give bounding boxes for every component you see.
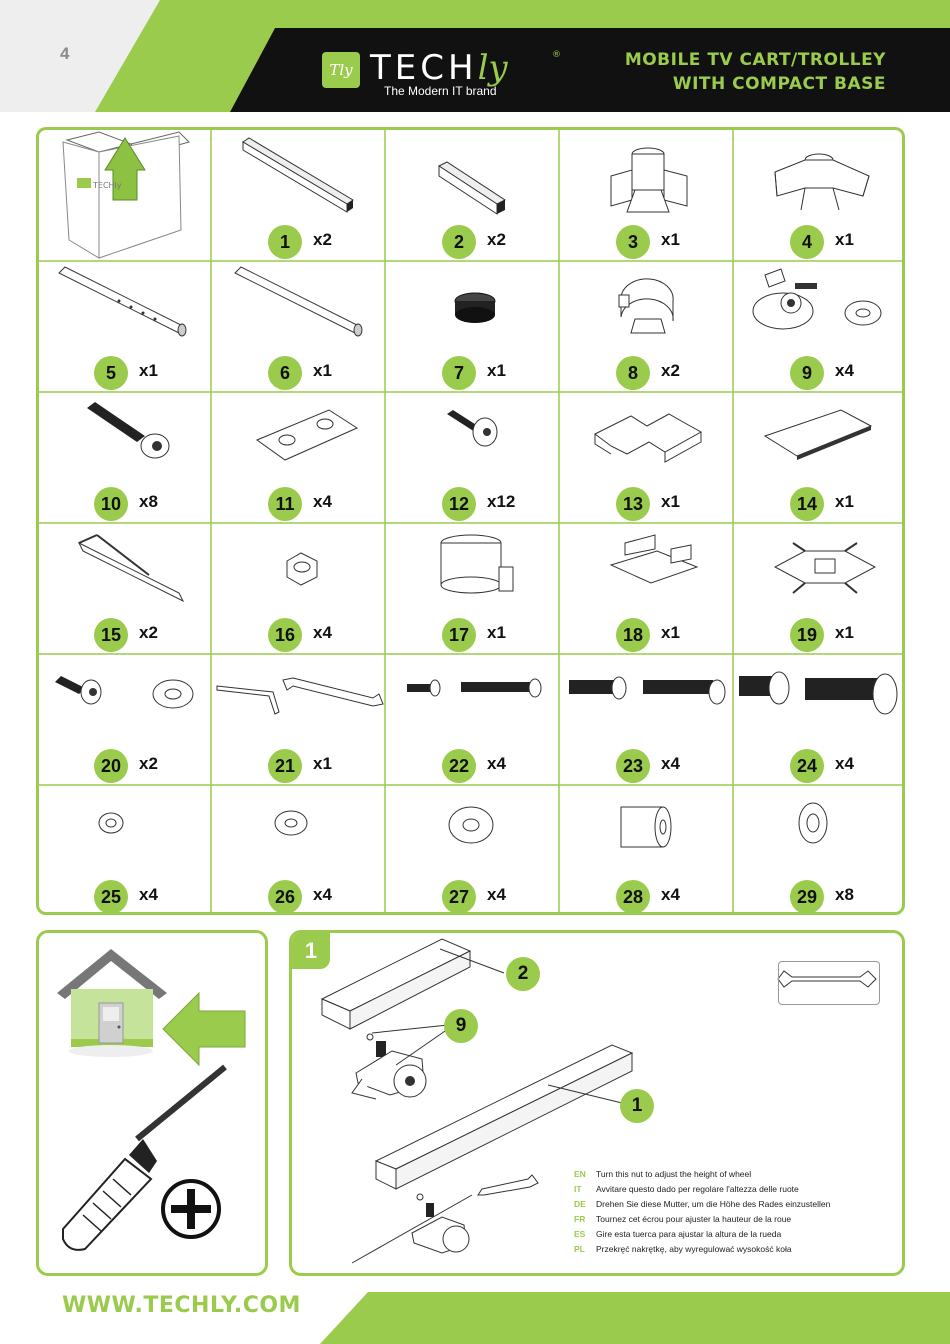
part-quantity: x4: [313, 885, 332, 904]
part-cell: [561, 523, 735, 654]
part-quantity: x2: [139, 754, 158, 773]
tools-illustration: [39, 933, 265, 1273]
website-url[interactable]: WWW.TECHLY.COM: [62, 1293, 301, 1318]
plus-sign-icon: [163, 1181, 219, 1237]
part-quantity: x4: [313, 492, 332, 511]
part-quantity: x1: [661, 623, 680, 642]
language-code: EN: [574, 1169, 586, 1179]
parts-list-grid: [36, 127, 905, 915]
instruction-row: [574, 1244, 792, 1254]
part-number: 8: [616, 356, 650, 390]
part-number: 26: [268, 880, 302, 914]
part-cell: [39, 785, 213, 915]
part-cell: [39, 523, 213, 654]
part-number: 6: [268, 356, 302, 390]
instruction-text: Avvitare questo dado per regolare l'altezza delle ruote: [596, 1184, 799, 1194]
language-code: ES: [574, 1229, 586, 1239]
part-quantity: x4: [661, 885, 680, 904]
part-cell: [213, 392, 387, 523]
part-number: 18: [616, 618, 650, 652]
part-cell: [561, 392, 735, 523]
instruction-row: [574, 1214, 791, 1224]
part-cell: [213, 654, 387, 785]
part-cell: [735, 261, 905, 392]
required-tool-box: [778, 961, 880, 1005]
manual-title-line-2: WITH COMPACT BASE: [672, 74, 886, 94]
part-quantity: x12: [487, 492, 516, 511]
indoor-house-icon: [57, 949, 167, 1057]
part-number: 21: [268, 749, 302, 783]
instruction-row: [574, 1229, 781, 1239]
language-code: PL: [574, 1244, 585, 1254]
callout-part-2: 2: [506, 957, 540, 991]
language-code: FR: [574, 1214, 586, 1224]
part-cell: [213, 261, 387, 392]
part-quantity: x1: [487, 623, 506, 642]
part-cell: [561, 130, 735, 261]
part-quantity: x4: [835, 754, 854, 773]
part-quantity: x1: [835, 623, 854, 642]
part-number: 4: [790, 225, 824, 259]
part-number: 14: [790, 487, 824, 521]
step-number-badge: 1: [292, 933, 330, 969]
part-cell: [735, 130, 905, 261]
part-quantity: x2: [139, 623, 158, 642]
part-number: 24: [790, 749, 824, 783]
part-quantity: x4: [139, 885, 158, 904]
part-quantity: x8: [139, 492, 158, 511]
part-quantity: x1: [835, 230, 854, 249]
brand-logo: [370, 48, 508, 88]
registered-mark: ®: [552, 50, 561, 60]
part-number: 23: [616, 749, 650, 783]
instruction-text: Przekręć nakrętkę, aby wyregulować wysokość koła: [596, 1244, 792, 1254]
part-cell: [561, 654, 735, 785]
part-quantity: x4: [835, 361, 854, 380]
part-quantity: x2: [487, 230, 506, 249]
footer-band: [320, 1292, 950, 1344]
part-cell: [213, 130, 387, 261]
part-number: 2: [442, 225, 476, 259]
brand-name-main: TECH: [370, 48, 478, 88]
instruction-text: Drehen Sie diese Mutter, um die Höhe des Rades einzustellen: [596, 1199, 831, 1209]
part-quantity: x1: [313, 754, 332, 773]
part-quantity: x2: [313, 230, 332, 249]
part-quantity: x1: [835, 492, 854, 511]
part-cell: [561, 785, 735, 915]
part-number: 10: [94, 487, 128, 521]
part-cell: [387, 785, 561, 915]
part-number: 15: [94, 618, 128, 652]
brand-logo-mark: Tly: [322, 52, 360, 88]
part-cell: [387, 654, 561, 785]
part-number: 3: [616, 225, 650, 259]
part-quantity: x1: [313, 361, 332, 380]
part-cell: [387, 261, 561, 392]
part-number: 16: [268, 618, 302, 652]
assembly-step-panel: [289, 930, 905, 1276]
part-cell: [39, 261, 213, 392]
part-cell: [735, 523, 905, 654]
part-number: 19: [790, 618, 824, 652]
part-quantity: x4: [313, 623, 332, 642]
part-number: 1: [268, 225, 302, 259]
part-number: 11: [268, 487, 302, 521]
part-number: 9: [790, 356, 824, 390]
instruction-text: Turn this nut to adjust the height of wheel: [596, 1169, 752, 1179]
part-cell: [735, 654, 905, 785]
part-number: 29: [790, 880, 824, 914]
part-cell: [387, 392, 561, 523]
callout-part-1: 1: [620, 1089, 654, 1123]
part-quantity: x4: [487, 754, 506, 773]
part-cell: [213, 785, 387, 915]
part-number: 5: [94, 356, 128, 390]
part-number: 7: [442, 356, 476, 390]
part-number: 20: [94, 749, 128, 783]
part-quantity: x1: [139, 361, 158, 380]
part-cell: [39, 392, 213, 523]
part-cell: [387, 130, 561, 261]
brand-tagline: The Modern IT brand: [384, 84, 497, 98]
part-quantity: x1: [661, 492, 680, 511]
part-number: 12: [442, 487, 476, 521]
package-box-icon: [39, 130, 213, 261]
part-number: 17: [442, 618, 476, 652]
part-quantity: x4: [487, 885, 506, 904]
part-quantity: x8: [835, 885, 854, 904]
part-quantity: x4: [661, 754, 680, 773]
part-quantity: x2: [661, 361, 680, 380]
part-cell: [735, 785, 905, 915]
tools-required-panel: [36, 930, 268, 1276]
language-code: DE: [574, 1199, 586, 1209]
part-cell: [735, 392, 905, 523]
callout-part-9: 9: [444, 1009, 478, 1043]
language-code: IT: [574, 1184, 582, 1194]
instruction-row: [574, 1199, 830, 1209]
part-number: 28: [616, 880, 650, 914]
instruction-text: Tournez cet écrou pour ajuster la hauteur de la roue: [596, 1214, 792, 1224]
part-number: 22: [442, 749, 476, 783]
instruction-row: [574, 1184, 799, 1194]
box-brand-label: TECHly: [93, 181, 122, 190]
part-number: 25: [94, 880, 128, 914]
part-quantity: x1: [487, 361, 506, 380]
part-number: 27: [442, 880, 476, 914]
part-cell: [213, 523, 387, 654]
page-number: 4: [60, 44, 70, 63]
instruction-text: Gire esta tuerca para ajustar la altura de la rueda: [596, 1229, 782, 1239]
part-cell: [39, 654, 213, 785]
brand-name-suffix: ly: [477, 48, 508, 88]
arrow-left-icon: [163, 993, 245, 1065]
part-number: 13: [616, 487, 650, 521]
instruction-row: [574, 1169, 751, 1179]
part-cell: [561, 261, 735, 392]
manual-title-line-1: MOBILE TV CART/TROLLEY: [624, 50, 886, 70]
part-quantity: x1: [661, 230, 680, 249]
part-cell: [387, 523, 561, 654]
